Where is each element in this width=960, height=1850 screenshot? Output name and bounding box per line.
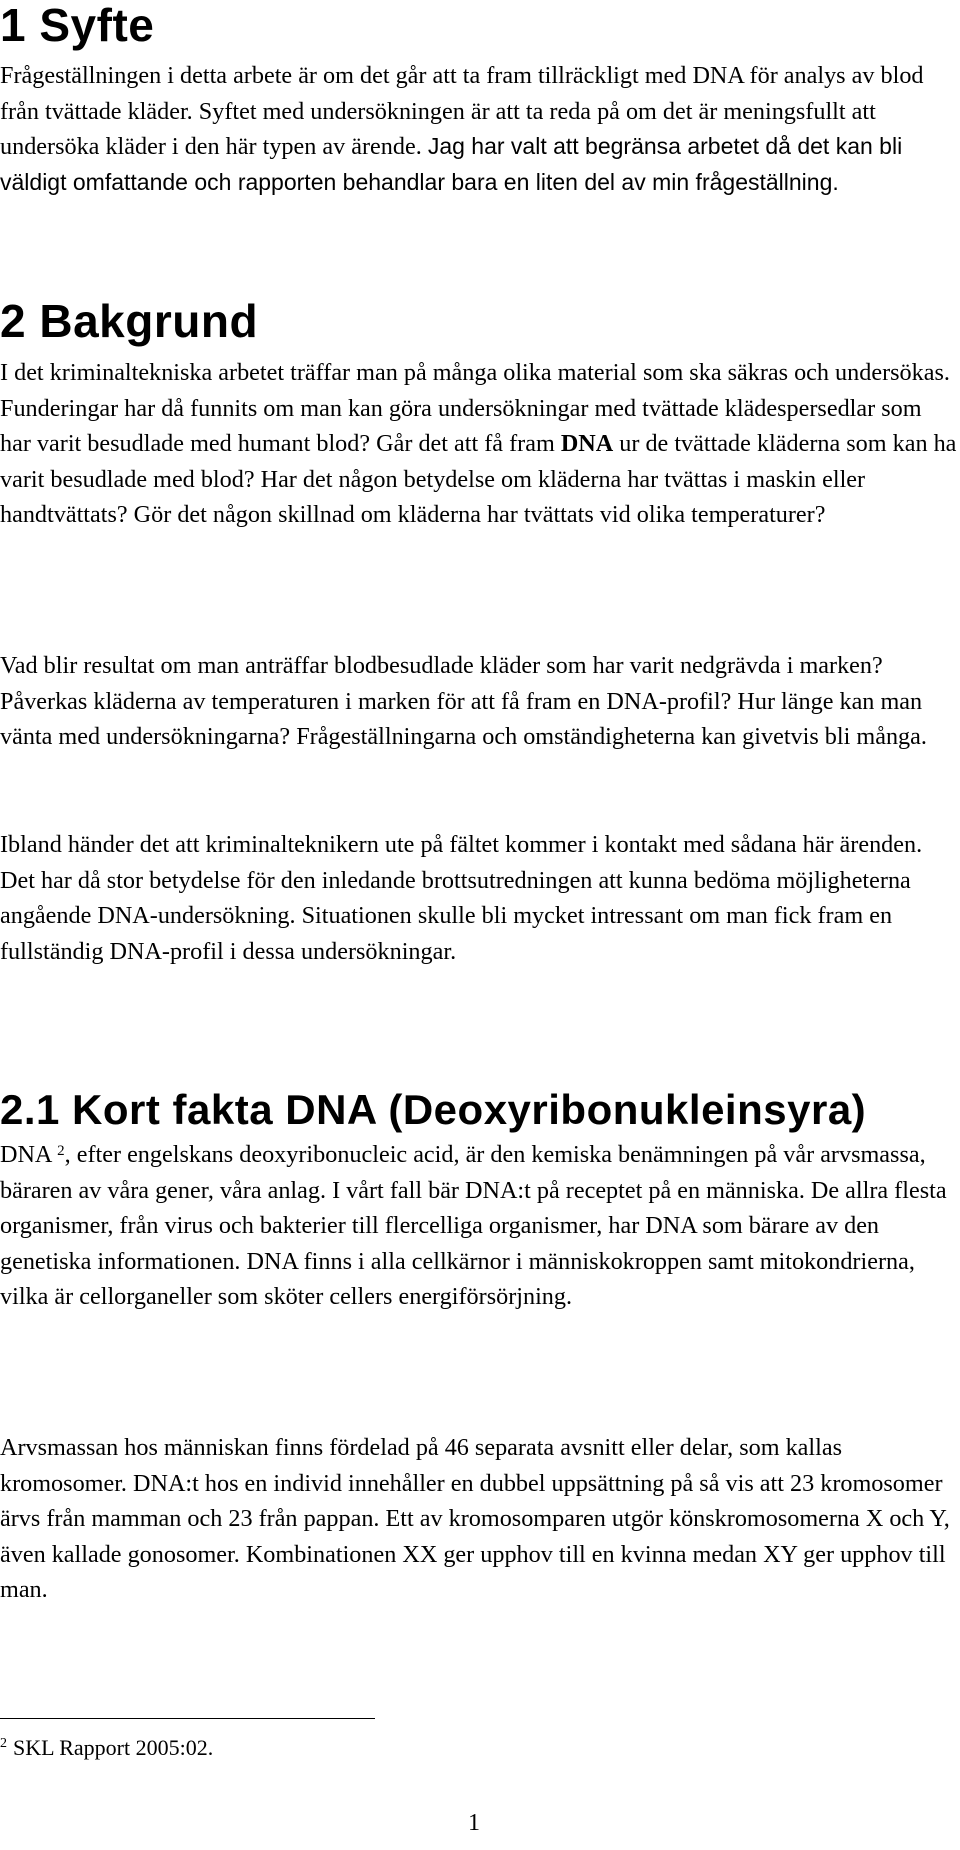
heading-bakgrund: 2 Bakgrund (0, 295, 259, 347)
footnote (0, 1734, 213, 1762)
paragraph-dna-2: Arvsmassan hos människan finns fördelad på 46 separata avsnitt eller delar, som kallas kromosomer. DNA:t hos en individ innehåller en dubbel uppsättning på så vis att 23 kromosomer ärvs från mamman och 23 från pappan. Ett av kromosomparen utgör könskromosomerna X och Y, även kallade gonosomer. Kombinationen XX ger upphov till en kvinna medan XY ger upphov till man. (0, 1434, 950, 1603)
syfte-text-sans: Jag har valt att begränsa arbetet då det kan bli väldigt omfattande och rapporten behandlar bara en liten del av min frågeställning. (0, 133, 903, 195)
paragraph-dna-1 (0, 1137, 958, 1315)
dna-p1-rest: , efter engelskans deoxyribonucleic acid, är den kemiska benämningen på vår arvsmassa, bäraren av våra gener, våra anlag. I vårt fall bär DNA:t på receptet på en människa. De allra flesta organismer, från virus och bakterier till flercelliga organismer, har DNA som bärare av den genetiska informationen. DNA finns i alla cellkärnor i människokroppen samt mitokondrierna, vilka är cellorganeller som sköter cellers energiförsörjning. (0, 1141, 947, 1310)
heading-syfte: 1 Syfte (0, 0, 155, 51)
footnote-marker: 2 (0, 1736, 7, 1751)
heading-kort-fakta-dna: 2.1 Kort fakta DNA (Deoxyribonukleinsyra) (0, 1086, 867, 1133)
bakgrund-p1-part1: I det kriminaltekniska arbetet träffar man på många olika material som ska säkras och undersökas. Funderingar har då funnits om man kan göra undersökningar med tvättade klädespersedlar som har varit besudlade med humant blod? Går det att få fram (0, 359, 950, 457)
page-number: 1 (468, 1810, 480, 1836)
paragraph-bakgrund-2: Vad blir resultat om man anträffar blodbesudlade kläder som har varit nedgrävda i marken? Påverkas kläderna av temperaturen i marken för att få fram en DNA-profil? Hur länge kan man vänta med undersökningarna? Frågeställningarna och omständigheterna kan givetvis bli många. (0, 652, 927, 750)
footnote-text: SKL Rapport 2005:02. (13, 1735, 214, 1760)
dna-p1-lead: DNA (0, 1141, 52, 1168)
footnote-ref-2: 2 (57, 1143, 65, 1159)
bakgrund-p1-part2: ur de tvättade kläderna som kan ha varit besudlade med blod? Har det någon betydelse om kläderna har tvättas i maskin eller handtvättats? Gör det någon skillnad om kläderna har tvättats vid olika temperaturer? (0, 430, 957, 528)
footnote-separator (0, 1718, 375, 1719)
paragraph-bakgrund-1 (0, 355, 958, 533)
bakgrund-p1-bold: DNA (560, 430, 614, 457)
paragraph-syfte (0, 58, 958, 200)
syfte-text-serif: Frågeställningen i detta arbete är om det går att ta fram tillräckligt med DNA för analys av blod från tvättade kläder. Syftet med undersökningen är att ta reda på om det är meningsfullt att undersöka kläder i den här typen av ärende. (0, 62, 924, 160)
paragraph-bakgrund-3: Ibland händer det att kriminalteknikern ute på fältet kommer i kontakt med sådana här ärenden. Det har då stor betydelse för den inledande brottsutredningen att kunna bedöma möjligheterna angående DNA-undersökning. Situationen skulle bli mycket intressant om man fick fram en fullständig DNA-profil i dessa undersökningar. (0, 831, 923, 965)
